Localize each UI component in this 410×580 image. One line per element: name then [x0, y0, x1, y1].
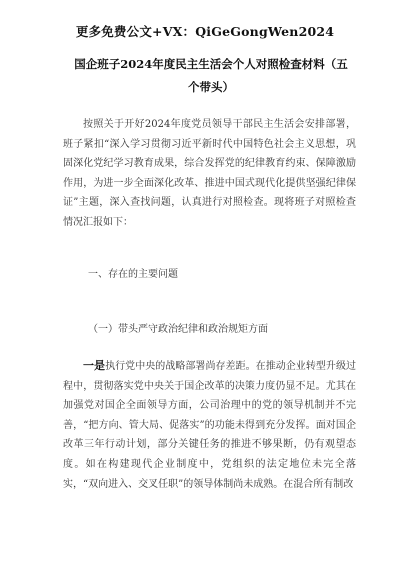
section-heading: 一、存在的主要问题 [88, 269, 178, 280]
body-paragraph [63, 356, 356, 494]
intro-block [63, 115, 356, 233]
lead-marker: 一是 [83, 359, 106, 372]
subsection-heading: （一）带头严守政治纪律和政治规矩方面 [88, 324, 268, 335]
body-block [63, 356, 356, 494]
document-title: 国企班子2024年度民主生活会个人对照检查材料（五个带头） [74, 57, 348, 94]
promo-header: 更多免费公文+VX：QiGeGongWen2024 [75, 24, 335, 39]
intro-paragraph: 按照关于开好2024年度党员领导干部民主生活会安排部署，班子紧扣“深入学习贯彻习近平新时代中国特色社会主义思想，巩固深化党纪学习教育成果，综合发挥党的纪律教育约束、保障激励作用，为进一步全面深化改革、推进中国式现代化提供坚强纪律保证”主题，深入查找问题，认真进行对照检查。现将班子对照检查情况汇报如下： [63, 119, 356, 228]
body-paragraph-text: 执行党中央的战略部署尚存差距。在推动企业转型升级过程中，贯彻落实党中央关于国企改革的决策力度仍显不足。尤其在加强党对国企全面领导方面，公司治理中的党的领导机制并不完善，“把方向、管大局、促落实”的功能未得到充分发挥。面对国企改革三年行动计划，部分关键任务的推进不够果断，仍有观望态度。如在构建现代企业制度中，党组织的法定地位未完全落实，“双向进入、交叉任职”的领导体制尚未成熟。在混合所有制改 [63, 361, 357, 490]
